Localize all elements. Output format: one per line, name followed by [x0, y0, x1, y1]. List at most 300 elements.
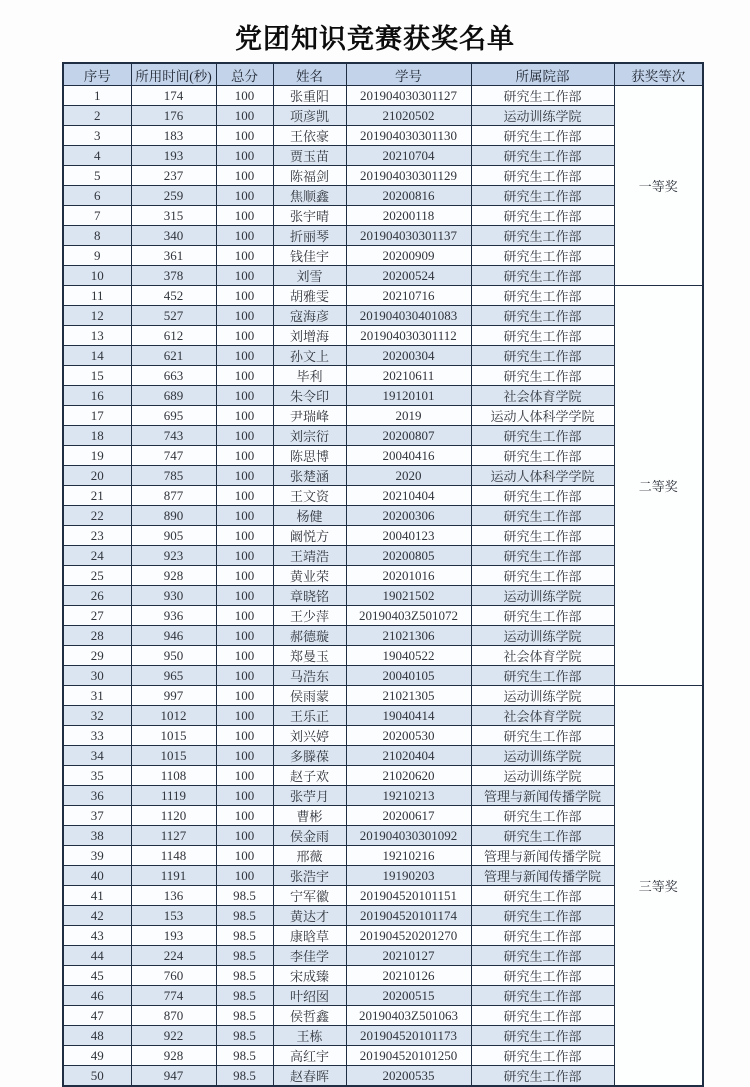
cell-department: 研究生工作部: [471, 506, 614, 526]
cell-department: 研究生工作部: [471, 306, 614, 326]
cell-score: 98.5: [216, 1006, 273, 1026]
cell-score: 100: [216, 866, 273, 886]
cell-name: 王少萍: [273, 606, 346, 626]
cell-name: 张重阳: [273, 86, 346, 106]
cell-index: 4: [63, 146, 131, 166]
cell-time: 1120: [131, 806, 216, 826]
cell-score: 100: [216, 206, 273, 226]
cell-index: 37: [63, 806, 131, 826]
cell-student-id: 2019: [346, 406, 471, 426]
cell-time: 965: [131, 666, 216, 686]
cell-name: 折丽琴: [273, 226, 346, 246]
table-row: [63, 726, 703, 746]
cell-time: 689: [131, 386, 216, 406]
table-row: [63, 986, 703, 1006]
cell-time: 176: [131, 106, 216, 126]
cell-department: 运动人体科学学院: [471, 466, 614, 486]
cell-department: 研究生工作部: [471, 86, 614, 106]
cell-time: 947: [131, 1066, 216, 1087]
cell-name: 郑曼玉: [273, 646, 346, 666]
award-level-cell: 二等奖: [614, 286, 703, 686]
cell-name: 项彦凯: [273, 106, 346, 126]
table-row: [63, 606, 703, 626]
cell-student-id: 21020404: [346, 746, 471, 766]
cell-index: 21: [63, 486, 131, 506]
cell-score: 100: [216, 686, 273, 706]
cell-time: 747: [131, 446, 216, 466]
cell-index: 34: [63, 746, 131, 766]
cell-index: 45: [63, 966, 131, 986]
cell-index: 29: [63, 646, 131, 666]
cell-score: 98.5: [216, 946, 273, 966]
col-header-award-level: 获奖等次: [614, 63, 703, 86]
cell-student-id: 201904030401083: [346, 306, 471, 326]
table-row: [63, 346, 703, 366]
cell-student-id: 20200535: [346, 1066, 471, 1087]
cell-department: 管理与新闻传播学院: [471, 866, 614, 886]
cell-score: 100: [216, 126, 273, 146]
cell-time: 950: [131, 646, 216, 666]
cell-student-id: 21021305: [346, 686, 471, 706]
cell-time: 760: [131, 966, 216, 986]
cell-student-id: 20200805: [346, 546, 471, 566]
table-row: [63, 326, 703, 346]
cell-student-id: 20190403Z501063: [346, 1006, 471, 1026]
table-row: [63, 586, 703, 606]
table-row: [63, 806, 703, 826]
cell-index: 17: [63, 406, 131, 426]
table-row: [63, 566, 703, 586]
cell-time: 1108: [131, 766, 216, 786]
cell-time: 174: [131, 86, 216, 106]
cell-score: 100: [216, 646, 273, 666]
cell-student-id: 20200909: [346, 246, 471, 266]
cell-score: 100: [216, 186, 273, 206]
cell-time: 923: [131, 546, 216, 566]
cell-index: 26: [63, 586, 131, 606]
cell-student-id: 201904520101151: [346, 886, 471, 906]
cell-score: 100: [216, 826, 273, 846]
cell-student-id: 19021502: [346, 586, 471, 606]
cell-student-id: 20201016: [346, 566, 471, 586]
cell-department: 研究生工作部: [471, 186, 614, 206]
table-row: [63, 106, 703, 126]
table-header: [63, 63, 703, 86]
cell-name: 贾玉苗: [273, 146, 346, 166]
table-row: [63, 846, 703, 866]
cell-time: 340: [131, 226, 216, 246]
cell-index: 28: [63, 626, 131, 646]
cell-score: 100: [216, 726, 273, 746]
table-row: [63, 826, 703, 846]
award-level-cell: 三等奖: [614, 686, 703, 1087]
cell-department: 研究生工作部: [471, 546, 614, 566]
cell-index: 27: [63, 606, 131, 626]
cell-index: 1: [63, 86, 131, 106]
cell-score: 100: [216, 566, 273, 586]
cell-student-id: 20210404: [346, 486, 471, 506]
cell-department: 社会体育学院: [471, 706, 614, 726]
table-row: [63, 226, 703, 246]
cell-student-id: 20200807: [346, 426, 471, 446]
table-row: [63, 1066, 703, 1087]
cell-time: 928: [131, 566, 216, 586]
cell-department: 运动训练学院: [471, 766, 614, 786]
cell-score: 100: [216, 346, 273, 366]
cell-department: 研究生工作部: [471, 666, 614, 686]
table-row: [63, 766, 703, 786]
cell-time: 928: [131, 1046, 216, 1066]
table-row: [63, 126, 703, 146]
cell-time: 774: [131, 986, 216, 1006]
table-row: [63, 666, 703, 686]
cell-student-id: 20200118: [346, 206, 471, 226]
cell-time: 378: [131, 266, 216, 286]
cell-name: 邢薇: [273, 846, 346, 866]
cell-student-id: 20040416: [346, 446, 471, 466]
cell-index: 2: [63, 106, 131, 126]
cell-department: 研究生工作部: [471, 486, 614, 506]
cell-department: 研究生工作部: [471, 966, 614, 986]
cell-department: 研究生工作部: [471, 1046, 614, 1066]
cell-student-id: 19040414: [346, 706, 471, 726]
cell-index: 40: [63, 866, 131, 886]
cell-index: 10: [63, 266, 131, 286]
cell-time: 315: [131, 206, 216, 226]
cell-name: 钱佳宇: [273, 246, 346, 266]
cell-name: 胡雅雯: [273, 286, 346, 306]
cell-name: 李佳学: [273, 946, 346, 966]
cell-name: 赵春晖: [273, 1066, 346, 1087]
cell-score: 100: [216, 366, 273, 386]
cell-student-id: 21020620: [346, 766, 471, 786]
cell-time: 930: [131, 586, 216, 606]
award-table: [62, 62, 704, 1087]
table-row: [63, 506, 703, 526]
cell-score: 100: [216, 526, 273, 546]
cell-department: 研究生工作部: [471, 266, 614, 286]
cell-time: 224: [131, 946, 216, 966]
cell-index: 15: [63, 366, 131, 386]
cell-name: 高红宇: [273, 1046, 346, 1066]
cell-student-id: 201904030301092: [346, 826, 471, 846]
cell-time: 922: [131, 1026, 216, 1046]
cell-name: 朱令印: [273, 386, 346, 406]
cell-name: 章晓铭: [273, 586, 346, 606]
cell-index: 18: [63, 426, 131, 446]
cell-score: 98.5: [216, 886, 273, 906]
cell-index: 50: [63, 1066, 131, 1087]
cell-time: 1015: [131, 746, 216, 766]
cell-name: 郝德璇: [273, 626, 346, 646]
cell-time: 183: [131, 126, 216, 146]
cell-student-id: 20040123: [346, 526, 471, 546]
cell-time: 621: [131, 346, 216, 366]
cell-index: 31: [63, 686, 131, 706]
cell-index: 47: [63, 1006, 131, 1026]
col-header-student-id: 学号: [346, 63, 471, 86]
cell-index: 43: [63, 926, 131, 946]
cell-index: 46: [63, 986, 131, 1006]
cell-name: 杨健: [273, 506, 346, 526]
table-row: [63, 686, 703, 706]
table-row: [63, 546, 703, 566]
cell-time: 1015: [131, 726, 216, 746]
cell-department: 研究生工作部: [471, 806, 614, 826]
cell-student-id: 19210213: [346, 786, 471, 806]
cell-score: 100: [216, 286, 273, 306]
cell-time: 361: [131, 246, 216, 266]
cell-student-id: 201904030301127: [346, 86, 471, 106]
cell-student-id: 20190403Z501072: [346, 606, 471, 626]
cell-department: 研究生工作部: [471, 366, 614, 386]
cell-department: 研究生工作部: [471, 1006, 614, 1026]
cell-department: 运动训练学院: [471, 106, 614, 126]
cell-name: 王栋: [273, 1026, 346, 1046]
cell-name: 黄达才: [273, 906, 346, 926]
table-row: [63, 1046, 703, 1066]
cell-name: 赵子欢: [273, 766, 346, 786]
cell-score: 98.5: [216, 1066, 273, 1087]
table-row: [63, 426, 703, 446]
award-level-cell: 一等奖: [614, 86, 703, 286]
cell-student-id: 2020: [346, 466, 471, 486]
cell-time: 1012: [131, 706, 216, 726]
cell-student-id: 19190203: [346, 866, 471, 886]
cell-time: 452: [131, 286, 216, 306]
cell-score: 100: [216, 406, 273, 426]
table-row: [63, 946, 703, 966]
cell-time: 237: [131, 166, 216, 186]
cell-index: 41: [63, 886, 131, 906]
cell-time: 153: [131, 906, 216, 926]
cell-name: 张宇晴: [273, 206, 346, 226]
cell-department: 研究生工作部: [471, 166, 614, 186]
cell-index: 9: [63, 246, 131, 266]
table-row: [63, 906, 703, 926]
table-row: [63, 1026, 703, 1046]
cell-time: 936: [131, 606, 216, 626]
table-row: [63, 886, 703, 906]
cell-department: 研究生工作部: [471, 286, 614, 306]
table-row: [63, 866, 703, 886]
cell-department: 研究生工作部: [471, 886, 614, 906]
cell-department: 研究生工作部: [471, 1066, 614, 1087]
cell-time: 193: [131, 146, 216, 166]
cell-score: 100: [216, 226, 273, 246]
table-row: [63, 186, 703, 206]
cell-student-id: 20200515: [346, 986, 471, 1006]
cell-name: 尹瑞峰: [273, 406, 346, 426]
table-row: [63, 146, 703, 166]
cell-student-id: 201904030301137: [346, 226, 471, 246]
cell-student-id: 19210216: [346, 846, 471, 866]
cell-time: 870: [131, 1006, 216, 1026]
cell-name: 曹彬: [273, 806, 346, 826]
cell-name: 刘雪: [273, 266, 346, 286]
cell-score: 100: [216, 706, 273, 726]
cell-index: 35: [63, 766, 131, 786]
cell-department: 社会体育学院: [471, 646, 614, 666]
table-row: [63, 706, 703, 726]
cell-department: 运动训练学院: [471, 586, 614, 606]
cell-student-id: 20200524: [346, 266, 471, 286]
cell-name: 刘增海: [273, 326, 346, 346]
cell-index: 32: [63, 706, 131, 726]
cell-student-id: 201904030301130: [346, 126, 471, 146]
cell-student-id: 20210126: [346, 966, 471, 986]
cell-time: 743: [131, 426, 216, 446]
cell-department: 研究生工作部: [471, 426, 614, 446]
cell-index: 24: [63, 546, 131, 566]
cell-index: 39: [63, 846, 131, 866]
cell-name: 王乐正: [273, 706, 346, 726]
cell-score: 100: [216, 386, 273, 406]
cell-department: 研究生工作部: [471, 566, 614, 586]
col-header-index: 序号: [63, 63, 131, 86]
cell-department: 管理与新闻传播学院: [471, 786, 614, 806]
cell-score: 100: [216, 586, 273, 606]
cell-score: 100: [216, 106, 273, 126]
cell-name: 焦顺鑫: [273, 186, 346, 206]
table-row: [63, 786, 703, 806]
table-row: [63, 486, 703, 506]
cell-name: 寇海彦: [273, 306, 346, 326]
cell-student-id: 19120101: [346, 386, 471, 406]
cell-index: 16: [63, 386, 131, 406]
table-row: [63, 366, 703, 386]
cell-name: 王靖浩: [273, 546, 346, 566]
cell-score: 100: [216, 246, 273, 266]
cell-index: 23: [63, 526, 131, 546]
cell-name: 张楚涵: [273, 466, 346, 486]
cell-score: 100: [216, 266, 273, 286]
col-header-department: 所属院部: [471, 63, 614, 86]
cell-student-id: 20200306: [346, 506, 471, 526]
header-row: [63, 63, 703, 86]
cell-index: 22: [63, 506, 131, 526]
cell-department: 研究生工作部: [471, 126, 614, 146]
cell-index: 11: [63, 286, 131, 306]
cell-score: 100: [216, 486, 273, 506]
cell-student-id: 20200617: [346, 806, 471, 826]
cell-index: 5: [63, 166, 131, 186]
cell-time: 695: [131, 406, 216, 426]
cell-department: 研究生工作部: [471, 606, 614, 626]
cell-name: 康晗草: [273, 926, 346, 946]
cell-score: 100: [216, 506, 273, 526]
cell-name: 王依豪: [273, 126, 346, 146]
cell-department: 研究生工作部: [471, 206, 614, 226]
cell-name: 黄业荣: [273, 566, 346, 586]
cell-time: 259: [131, 186, 216, 206]
cell-name: 侯雨蒙: [273, 686, 346, 706]
cell-department: 研究生工作部: [471, 926, 614, 946]
table-row: [63, 406, 703, 426]
cell-score: 100: [216, 786, 273, 806]
cell-name: 王文资: [273, 486, 346, 506]
cell-student-id: 20200816: [346, 186, 471, 206]
cell-index: 20: [63, 466, 131, 486]
cell-student-id: 20210127: [346, 946, 471, 966]
cell-name: 多滕葆: [273, 746, 346, 766]
cell-department: 研究生工作部: [471, 346, 614, 366]
cell-index: 30: [63, 666, 131, 686]
cell-score: 100: [216, 326, 273, 346]
cell-name: 陈福剑: [273, 166, 346, 186]
cell-student-id: 201904030301112: [346, 326, 471, 346]
cell-time: 136: [131, 886, 216, 906]
cell-time: 1127: [131, 826, 216, 846]
cell-name: 侯哲鑫: [273, 1006, 346, 1026]
cell-index: 36: [63, 786, 131, 806]
cell-time: 193: [131, 926, 216, 946]
cell-department: 研究生工作部: [471, 946, 614, 966]
col-header-time: 所用时间(秒): [131, 63, 216, 86]
cell-score: 100: [216, 766, 273, 786]
cell-index: 13: [63, 326, 131, 346]
cell-student-id: 20040105: [346, 666, 471, 686]
cell-name: 张苧月: [273, 786, 346, 806]
table-row: [63, 206, 703, 226]
cell-department: 研究生工作部: [471, 446, 614, 466]
table-row: [63, 286, 703, 306]
cell-name: 张浩宇: [273, 866, 346, 886]
cell-score: 100: [216, 846, 273, 866]
cell-time: 997: [131, 686, 216, 706]
cell-time: 612: [131, 326, 216, 346]
cell-score: 100: [216, 466, 273, 486]
table-row: [63, 1006, 703, 1026]
cell-name: 陈思博: [273, 446, 346, 466]
cell-department: 研究生工作部: [471, 526, 614, 546]
cell-student-id: 201904520201270: [346, 926, 471, 946]
cell-department: 管理与新闻传播学院: [471, 846, 614, 866]
cell-student-id: 201904520101174: [346, 906, 471, 926]
table-row: [63, 86, 703, 106]
cell-department: 研究生工作部: [471, 246, 614, 266]
cell-score: 98.5: [216, 1046, 273, 1066]
cell-department: 运动训练学院: [471, 626, 614, 646]
cell-name: 马浩东: [273, 666, 346, 686]
cell-score: 98.5: [216, 1026, 273, 1046]
cell-student-id: 21020502: [346, 106, 471, 126]
table-row: [63, 246, 703, 266]
cell-student-id: 201904030301129: [346, 166, 471, 186]
cell-score: 98.5: [216, 926, 273, 946]
cell-student-id: 19040522: [346, 646, 471, 666]
page-title: 党团知识竞赛获奖名单: [235, 24, 515, 54]
cell-score: 100: [216, 306, 273, 326]
cell-time: 890: [131, 506, 216, 526]
cell-student-id: 201904520101250: [346, 1046, 471, 1066]
cell-student-id: 20210716: [346, 286, 471, 306]
cell-score: 100: [216, 146, 273, 166]
cell-index: 44: [63, 946, 131, 966]
cell-student-id: 201904520101173: [346, 1026, 471, 1046]
cell-name: 侯金雨: [273, 826, 346, 846]
cell-score: 100: [216, 626, 273, 646]
cell-department: 研究生工作部: [471, 726, 614, 746]
cell-score: 98.5: [216, 966, 273, 986]
cell-index: 3: [63, 126, 131, 146]
cell-score: 100: [216, 806, 273, 826]
cell-time: 527: [131, 306, 216, 326]
cell-name: 宁军徽: [273, 886, 346, 906]
cell-index: 14: [63, 346, 131, 366]
cell-student-id: 20200530: [346, 726, 471, 746]
cell-name: 刘兴婷: [273, 726, 346, 746]
